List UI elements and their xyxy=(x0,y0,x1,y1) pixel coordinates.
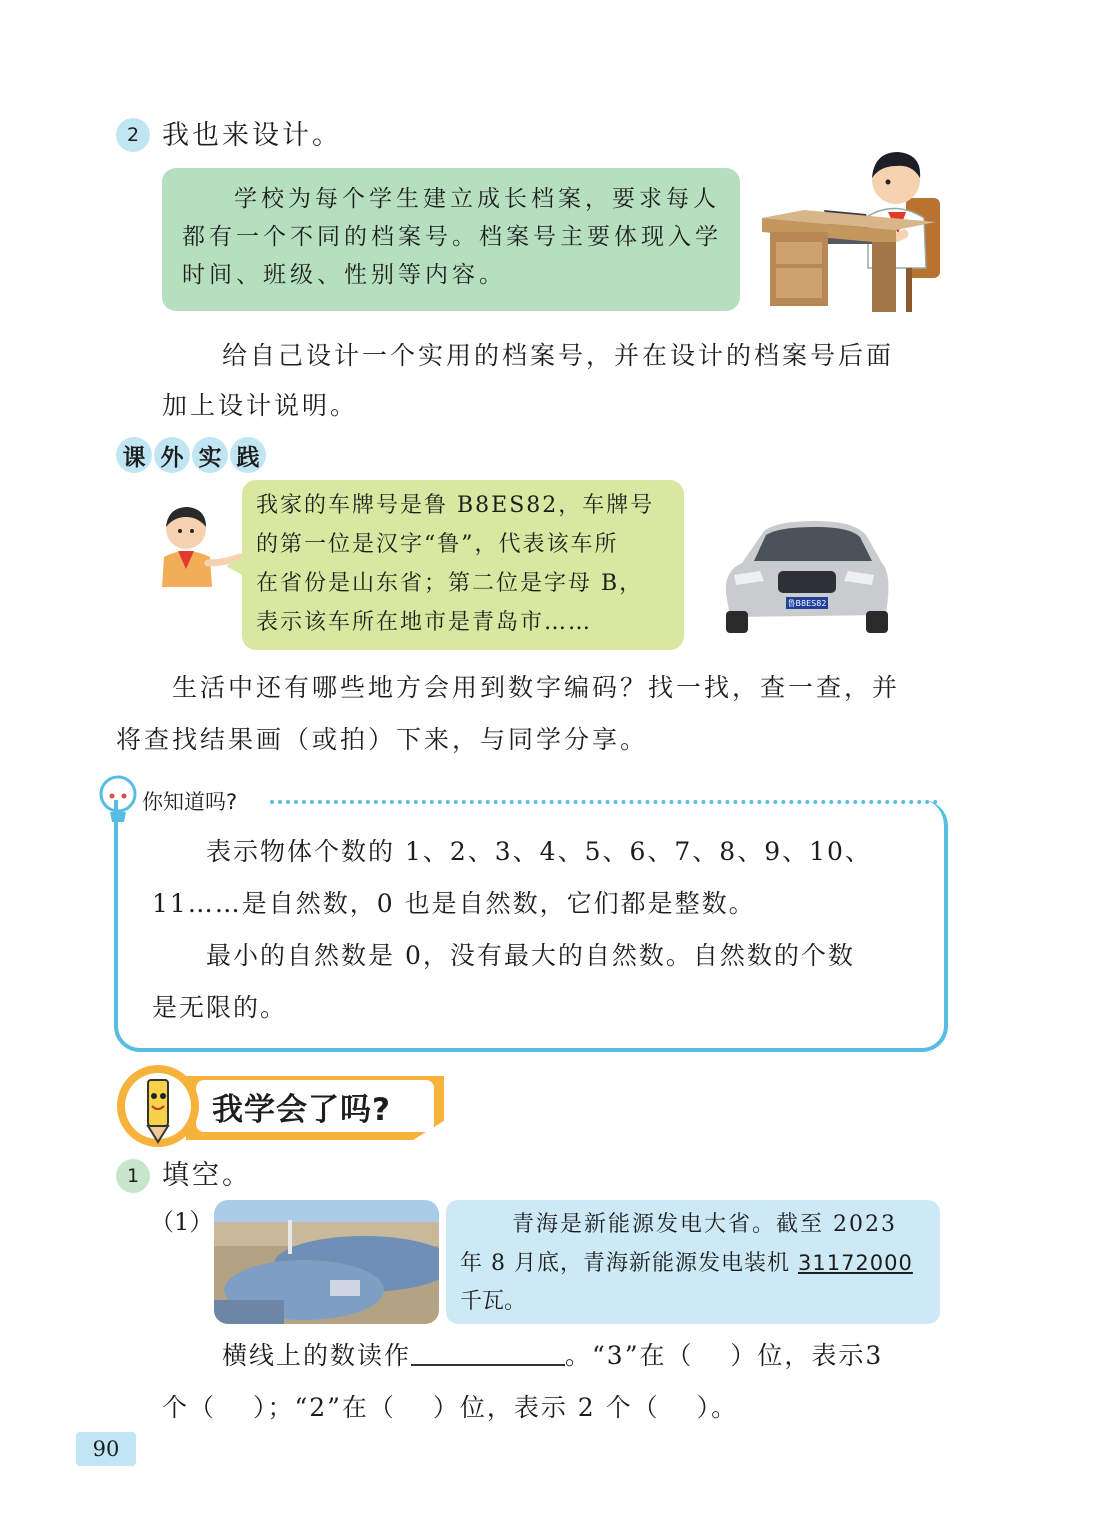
underlined-number: 31172000 xyxy=(797,1251,913,1275)
review-title: 我学会了吗? xyxy=(212,1092,391,1128)
read-as-blank[interactable] xyxy=(411,1334,565,1366)
info-line: 千瓦。 xyxy=(460,1289,527,1314)
design-task-line: 给自己设计一个实用的档案号，并在设计的档案号后面 xyxy=(222,341,895,370)
student-at-desk-illustration xyxy=(756,138,956,318)
fill-text: 。“3”在（ ）位，表示3 xyxy=(565,1341,884,1370)
box-line: 学校为每个学生建立成长档案，要求每人 xyxy=(234,186,720,212)
extracurricular-practice-heading xyxy=(116,437,266,473)
practice-task-line: 将查找结果画（或拍）下来，与同学分享。 xyxy=(116,725,649,754)
box-line: 时间、班级、性别等内容。 xyxy=(182,262,506,288)
sub-question-label: （1） xyxy=(150,1208,214,1236)
solar-power-station-photo xyxy=(214,1200,439,1324)
speech-line: 我家的车牌号是鲁 B8ES82，车牌号 xyxy=(256,493,655,518)
question-title: 填空。 xyxy=(162,1160,252,1191)
speech-line: 在省份是山东省；第二位是字母 B， xyxy=(256,571,644,596)
practice-char: 实 xyxy=(192,437,228,473)
info-line: 青海是新能源发电大省。截至 2023 xyxy=(512,1212,897,1237)
info-line-prefix: 年 8 月底，青海新能源发电装机 xyxy=(460,1251,798,1276)
fill-text: 横线上的数读作 xyxy=(222,1341,412,1370)
fill-line: 个（ ）；“2”在（ ）位，表示 2 个（ ）。 xyxy=(162,1393,739,1422)
box-line: 都有一个不同的档案号。档案号主要体现入学 xyxy=(182,224,722,250)
know-line: 是无限的。 xyxy=(152,993,288,1022)
practice-char: 课 xyxy=(116,437,152,473)
speech-line: 的第一位是汉字“鲁”，代表该车所 xyxy=(256,532,619,557)
design-task-line: 加上设计说明。 xyxy=(162,391,359,420)
section-number-badge: 2 xyxy=(116,118,150,152)
practice-task-line: 生活中还有哪些地方会用到数字编码？找一找，查一查，并 xyxy=(172,673,901,702)
pencil-mascot-icon xyxy=(114,1062,202,1150)
page-number: 90 xyxy=(76,1432,136,1466)
did-you-know-title: 你知道吗? xyxy=(142,790,238,814)
info-line xyxy=(460,1244,936,1283)
know-line: 11……是自然数，0 也是自然数，它们都是整数。 xyxy=(152,889,756,918)
know-line: 表示物体个数的 1、2、3、4、5、6、7、8、9、10、 xyxy=(206,837,872,866)
speech-bubble-tail xyxy=(226,556,244,576)
practice-char: 外 xyxy=(154,437,190,473)
practice-char: 践 xyxy=(230,437,266,473)
car-plate-text: 鲁B8ES82 xyxy=(787,599,827,608)
question-number-badge: 1 xyxy=(116,1159,150,1193)
speech-line: 表示该车所在地市是青岛市…… xyxy=(256,610,593,635)
section-title: 我也来设计。 xyxy=(162,120,342,151)
car-illustration xyxy=(716,515,892,635)
know-line: 最小的自然数是 0，没有最大的自然数。自然数的个数 xyxy=(206,941,855,970)
